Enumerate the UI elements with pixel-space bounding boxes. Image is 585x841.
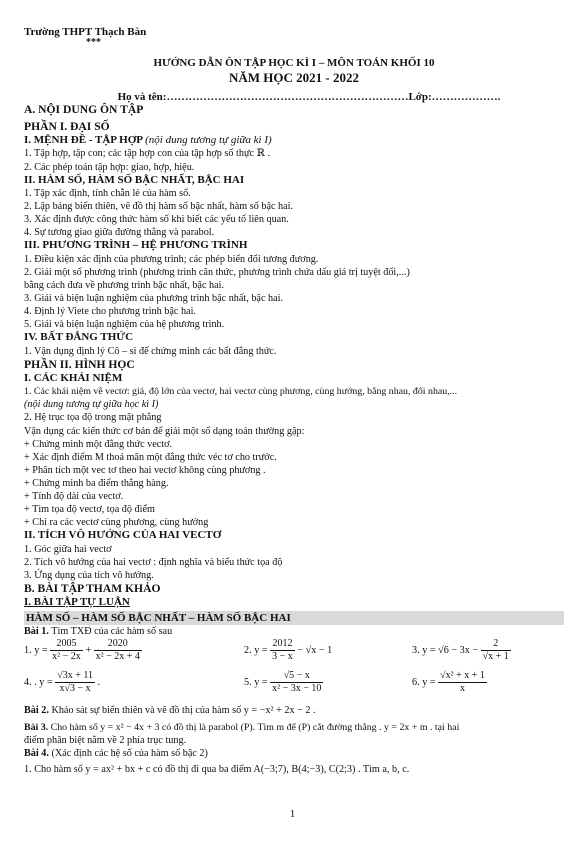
list-item: 1. Tập hợp, tập con; các tập hợp con của tập hợp số thực ℝ . (24, 148, 271, 160)
list-item: 3. Xác định được công thức hàm số khi biết các yếu tố liên quan. (24, 214, 289, 226)
list-item: 3. Giải và biện luận nghiệm của phương trình bậc nhất, bậc hai. (24, 293, 284, 305)
section-4-heading: IV. BẤT ĐẲNG THỨC (24, 331, 134, 344)
document-page (24, 26, 564, 776)
list-item: + Tìm tọa độ vectơ, tọa độ điểm (24, 504, 155, 516)
exercise-3: Bài 3. Cho hàm số y = x² − 4x + 3 có đồ thị là parabol (P). Tìm m để (P) cắt đường thẳng . y = 2x + m . tại hai (24, 721, 460, 733)
list-item: 4. Sự tương giao giữa đường thẳng và parabol. (24, 227, 215, 239)
name-class-line: Họ và tên:…………………………………………………………Lớp:………………. (117, 91, 501, 103)
exercise-4: Bài 4. (Xác định các hệ số của hàm số bậc 2) (24, 747, 208, 759)
exercise-3-cont: điểm phân biệt nằm về 2 phía trục tung. (24, 734, 187, 746)
exercise-4-item: 1. Cho hàm số y = ax² + bx + c có đồ thị đi qua ba điểm A(−3;7), B(4;−3), C(2;3) . Tìm a, b, c. (24, 763, 410, 775)
formula-1: 1. y = $\frac{2005}{\text{x² − 2x}}$ + $\frac{2020}{\text{x² − 2x + 4}}$ (24, 638, 140, 663)
section-2-heading: II. HÀM SỐ, HÀM SỐ BẬC NHẤT, BẬC HAI (24, 173, 245, 186)
list-item: + Phân tích một vec tơ theo hai vectơ không cùng phương . (24, 464, 266, 476)
section-a-heading: A. NỘI DUNG ÔN TẬP (24, 103, 144, 116)
topic-bar: HÀM SỐ – HÀM SỐ BẬC NHẤT – HÀM SỐ BẬC HAI (24, 611, 564, 625)
part-2-heading: PHẦN II. HÌNH HỌC (24, 357, 135, 371)
list-item: 1. Điều kiện xác định của phương trình; các phép biến đổi tương đương. (24, 253, 319, 265)
list-item: 4. Định lý Viete cho phương trình bậc hai. (24, 306, 196, 318)
stars-decoration: *** (86, 37, 101, 48)
list-item: + Chứng minh một đẳng thức vectơ. (24, 438, 173, 450)
exercise-1: Bài 1. Tìm TXĐ của các hàm số sau (24, 626, 173, 638)
list-item: 5. Giải và biện luận nghiệm của hệ phương trình. (24, 319, 225, 331)
list-item: 1. Tập xác định, tính chẵn lẻ của hàm số. (24, 188, 191, 199)
list-item: + Xác định điểm M thoả mãn một đẳng thức véc tơ cho trước. (24, 451, 277, 463)
essay-heading: I. BÀI TẬP TỰ LUẬN (24, 595, 130, 608)
school-name: Trường THPT Thạch Bàn (24, 26, 147, 38)
list-item: 1. Vận dụng định lý Cô – si để chứng minh các bất đẳng thức. (24, 345, 277, 357)
formula-row (24, 638, 564, 670)
part-1-heading: PHẦN I. ĐẠI SỐ (24, 120, 110, 133)
formula-5: 5. y = $\frac{√5 - x}{\text{x² − 3x − 10}}$ (244, 670, 322, 695)
list-item: bằng cách đưa về phương trình bậc nhất, bậc hai. (24, 279, 225, 291)
section-b-heading: B. BÀI TẬP THAM KHẢO (24, 581, 161, 595)
list-item: 2. Tích vô hướng của hai vectơ : định nghĩa và biểu thức tọa độ (24, 556, 283, 568)
geometry-1-heading: I. CÁC KHÁI NIỆM (24, 371, 123, 384)
formula-2: 2. y = $\frac{2012}{3 - x}$ − √x − 1 (244, 638, 333, 663)
note-text: (nội dung tương tự giữa học kì I) (24, 399, 159, 411)
list-item: Vận dụng các kiến thức cơ bản để giải một số dạng toán thường gặp: (24, 425, 305, 437)
formula-6: 6. y = $\frac{\text{√x² + x + 1}}{x}$ (412, 670, 485, 695)
section-1-heading: I. MỆNH ĐỀ - TẬP HỢP (nội dung tương tự giữa kì I) (24, 134, 272, 146)
exercise-2: Bài 2. Khảo sát sự biến thiên và vẽ đồ thị của hàm số y = −x² + 2x − 2 . (24, 705, 316, 717)
list-item: 2. Hệ trục tọa độ trong mặt phẳng (24, 412, 162, 424)
list-item: 1. Các khái niệm về vectơ: giá, độ lớn của vectơ, hai vectơ cùng phương, cùng hướng, bằng nhau, đối nhau,... (24, 386, 458, 398)
list-item: 1. Góc giữa hai vectơ (24, 543, 112, 555)
list-item: + Tính độ dài của vectơ. (24, 491, 124, 502)
section-3-heading: III. PHƯƠNG TRÌNH – HỆ PHƯƠNG TRÌNH (24, 239, 248, 252)
list-item: + Chỉ ra các vectơ cùng phương, cùng hướng (24, 517, 209, 529)
list-item: 2. Lập bảng biến thiên, vẽ đồ thị hàm số bậc nhất, hàm số bậc hai. (24, 201, 294, 213)
list-item: 3. Ứng dụng của tích vô hướng. (24, 569, 154, 581)
formula-3: 3. y = √6 − 3x − $\frac{2}{√x + 1}$ (412, 638, 509, 663)
formula-row (24, 670, 564, 702)
document-title: HƯỚNG DẪN ÔN TẬP HỌC KÌ I – MÔN TOÁN KHỐI 10 (153, 57, 435, 69)
formula-4: 4. . y = $\frac{√3x + 11}{x√3 - x}$ . (24, 670, 101, 695)
school-year: NĂM HỌC 2021 - 2022 (229, 70, 359, 85)
page-number: 1 (289, 808, 296, 820)
geometry-2-heading: II. TÍCH VÔ HƯỚNG CỦA HAI VECTƠ (24, 529, 222, 542)
list-item: 2. Các phép toán tập hợp: giao, hợp, hiệu. (24, 161, 195, 173)
list-item: + Chứng minh ba điểm thẳng hàng. (24, 477, 169, 489)
list-item: 2. Giải một số phương trình (phương trình căn thức, phương trình chứa dấu giá trị tuyệt đối,...) (24, 266, 410, 278)
